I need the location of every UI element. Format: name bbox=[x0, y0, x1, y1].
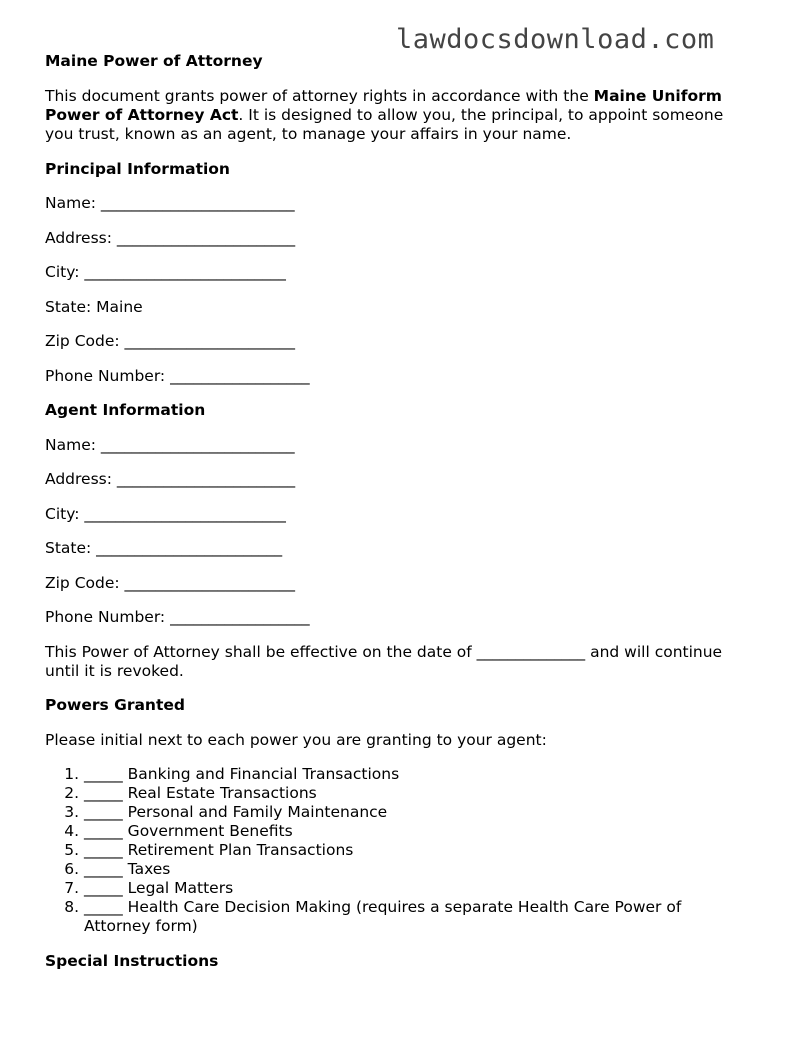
power-item: 1. _____ Banking and Financial Transactions bbox=[84, 765, 745, 784]
principal-state-field: State: Maine bbox=[45, 297, 143, 316]
power-item: 4. _____ Government Benefits bbox=[84, 822, 745, 841]
power-item: 6. _____ Taxes bbox=[84, 860, 745, 879]
power-item: 2. _____ Real Estate Transactions bbox=[84, 784, 745, 803]
special-instructions-heading: Special Instructions bbox=[45, 951, 219, 970]
agent-zip-field: Zip Code: ______________________ bbox=[45, 573, 296, 592]
intro-paragraph bbox=[45, 87, 745, 144]
power-item: 7. _____ Legal Matters bbox=[84, 879, 745, 898]
principal-phone-field: Phone Number: __________________ bbox=[45, 366, 310, 385]
watermark: lawdocsdownload.com bbox=[396, 24, 715, 55]
power-item: 5. _____ Retirement Plan Transactions bbox=[84, 841, 745, 860]
power-item: 8. _____ Health Care Decision Making (requires a separate Health Care Power of Attorney form) bbox=[84, 898, 745, 936]
agent-city-field: City: __________________________ bbox=[45, 504, 286, 523]
principal-name-field: Name: _________________________ bbox=[45, 194, 295, 212]
agent-heading: Agent Information bbox=[45, 401, 206, 419]
agent-address-field: Address: _______________________ bbox=[45, 470, 296, 488]
intro-text-before: This document grants power of attorney rights in accordance with the bbox=[45, 87, 594, 105]
power-item: 3. _____ Personal and Family Maintenance bbox=[84, 803, 745, 822]
agent-phone-field: Phone Number: __________________ bbox=[45, 608, 310, 626]
act-name: Maine Uniform Power of Attorney Act bbox=[45, 87, 722, 124]
agent-state-field: State: ________________________ bbox=[45, 539, 283, 557]
agent-name-field: Name: _________________________ bbox=[45, 435, 295, 454]
document-page bbox=[45, 52, 745, 971]
intro-text-after: . It is designed to allow you, the principal, to appoint someone you trust, known as an agent, to manage your affairs in your name. bbox=[45, 106, 724, 143]
powers-instruction: Please initial next to each power you are granting to your agent: bbox=[45, 730, 547, 749]
powers-list bbox=[45, 765, 745, 936]
effective-date-paragraph: This Power of Attorney shall be effective on the date of ______________ and will continue until it is revoked. bbox=[45, 642, 723, 680]
principal-city-field: City: __________________________ bbox=[45, 263, 286, 281]
document-title: Maine Power of Attorney bbox=[45, 52, 263, 70]
principal-address-field: Address: _______________________ bbox=[45, 228, 296, 247]
principal-heading: Principal Information bbox=[45, 159, 230, 178]
powers-heading: Powers Granted bbox=[45, 696, 185, 714]
principal-zip-field: Zip Code: ______________________ bbox=[45, 332, 296, 350]
